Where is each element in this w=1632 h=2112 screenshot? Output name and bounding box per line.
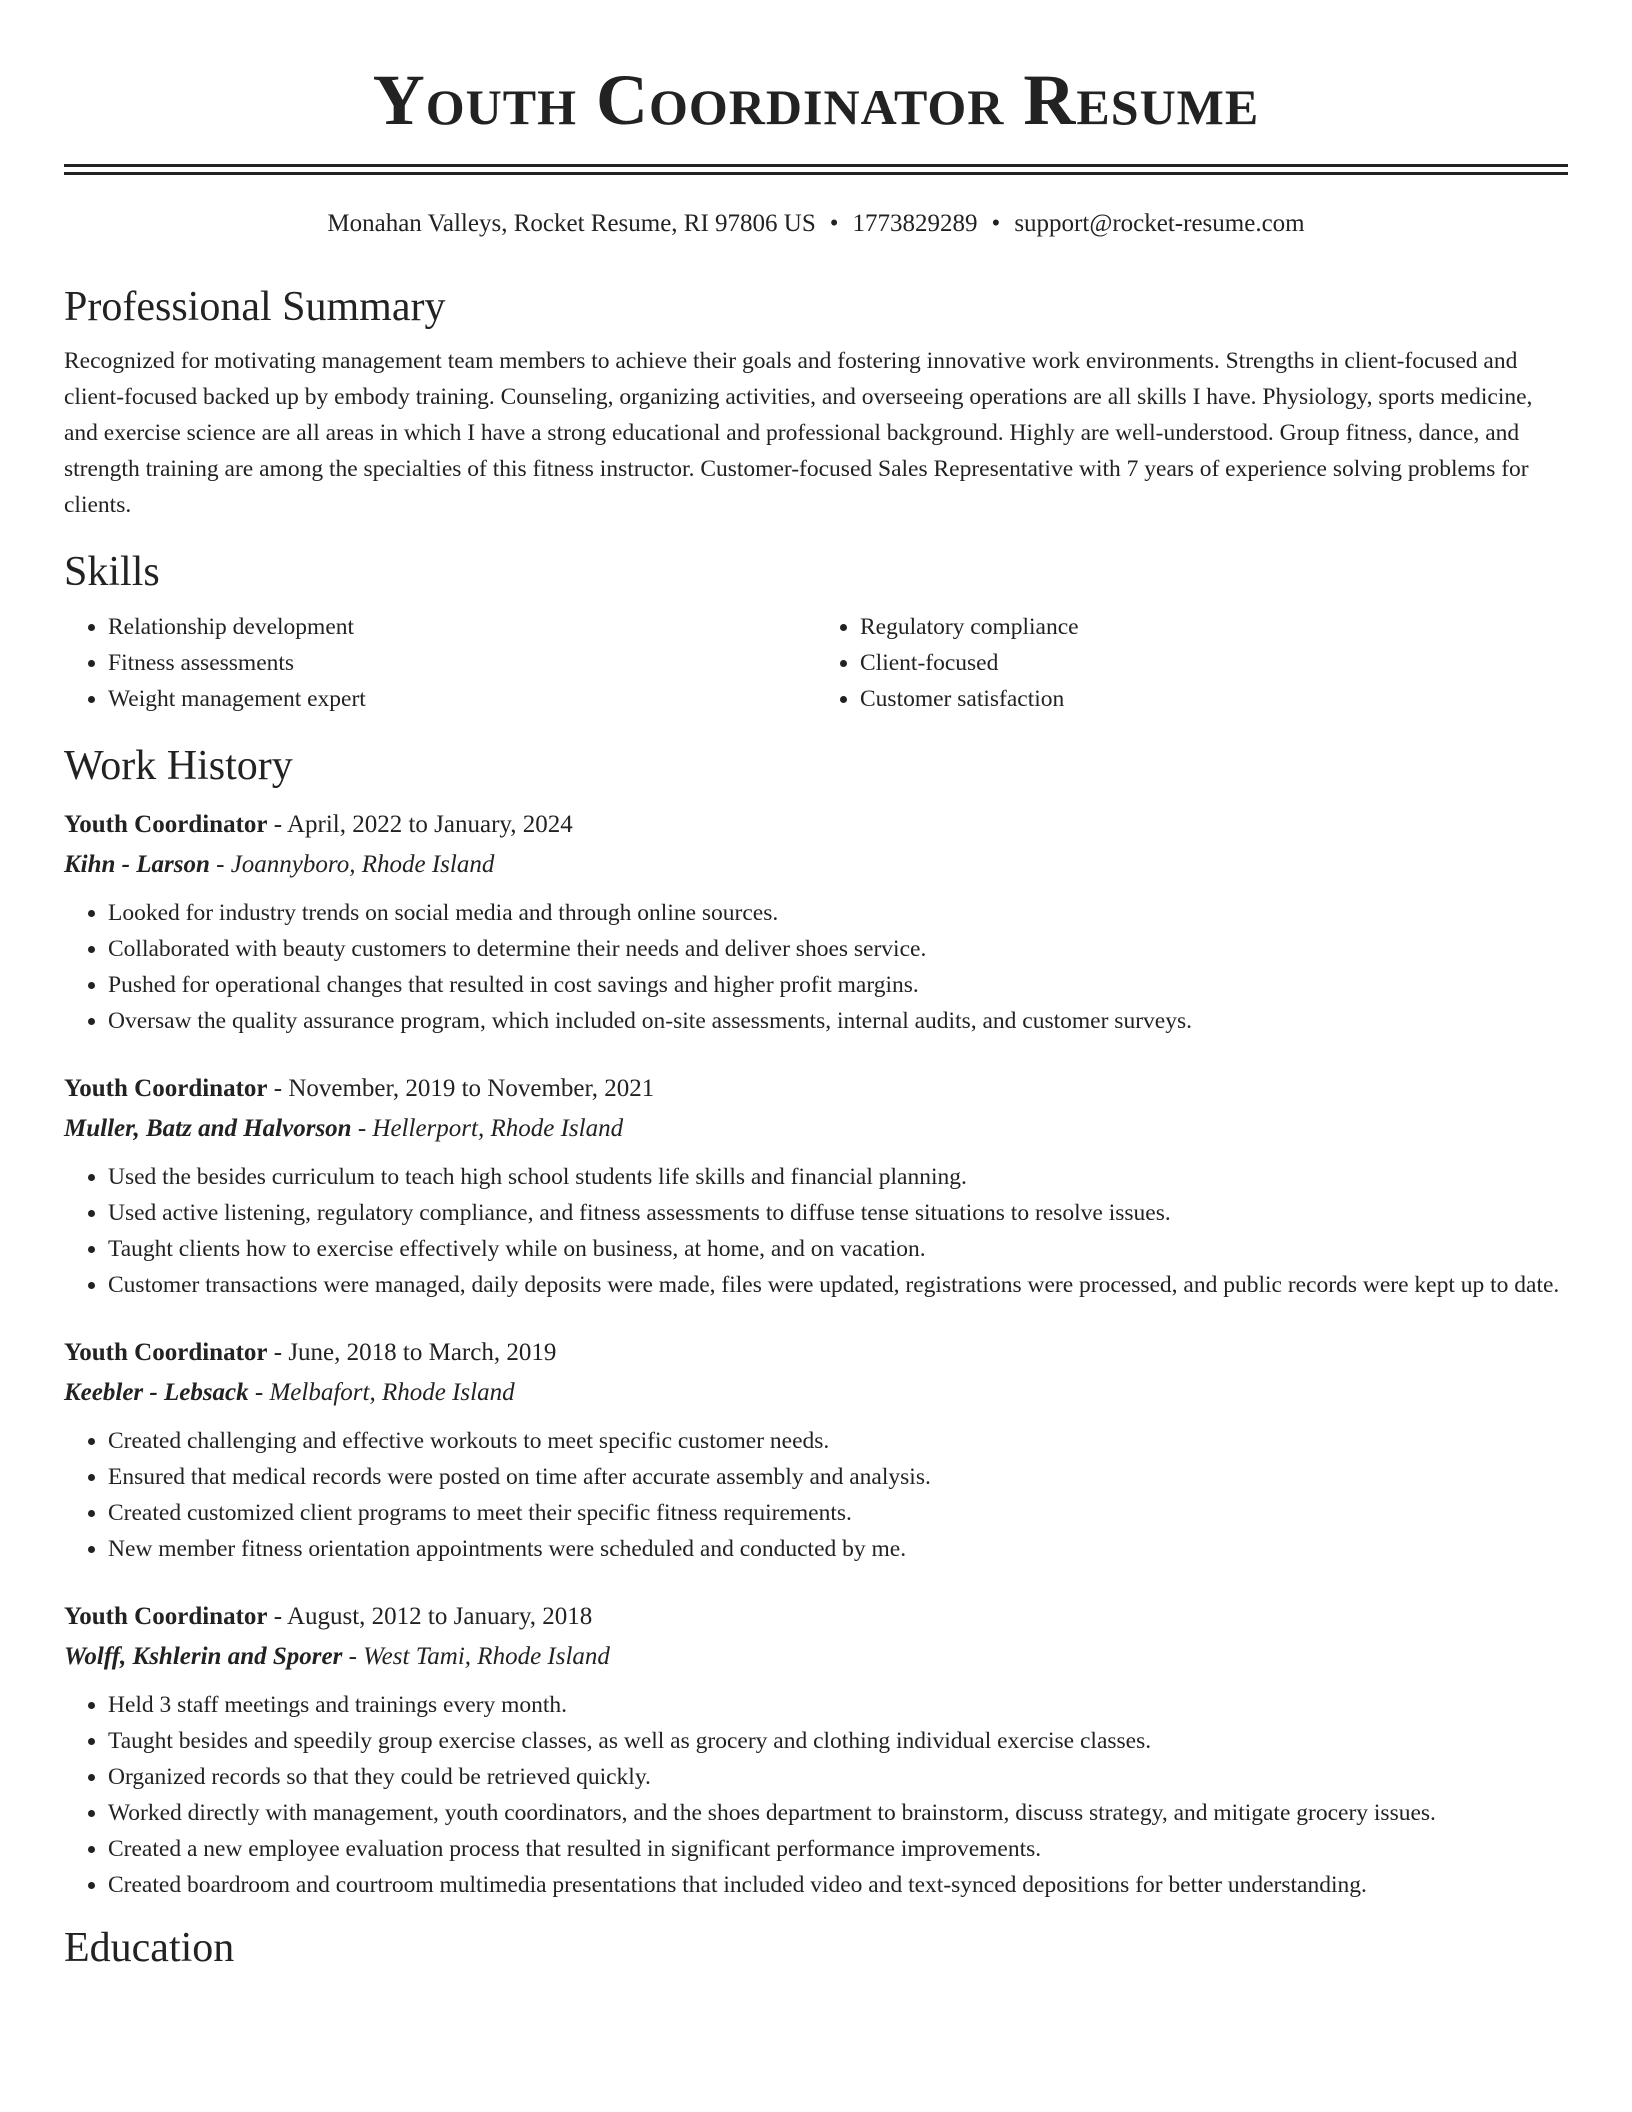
company-header [64, 1637, 1568, 1677]
job-header [64, 1069, 1568, 1109]
duty-item: • Pushed for operational changes that resulted in cost savings and higher profit margins. [108, 967, 1568, 1003]
company-location: - Joannyboro, Rhode Island [209, 851, 495, 878]
job-entry [64, 1069, 1568, 1303]
duties-list [64, 1159, 1568, 1303]
job-dates: - August, 2012 to January, 2018 [267, 1603, 593, 1630]
skill-item: • Regulatory compliance [860, 609, 1568, 645]
skills-column-left [64, 609, 816, 717]
company-header [64, 1109, 1568, 1149]
skill-item: • Relationship development [108, 609, 816, 645]
company-location: - Melbafort, Rhode Island [248, 1379, 515, 1406]
job-entry [64, 805, 1568, 1039]
duty-item: • Looked for industry trends on social media and through online sources. [108, 895, 1568, 931]
company-name: Wolff, Kshlerin and Sporer [64, 1643, 343, 1670]
contact-email: support@rocket-resume.com [1014, 210, 1305, 237]
job-title: Youth Coordinator [64, 1339, 268, 1366]
contact-line [64, 208, 1568, 240]
duties-list [64, 1423, 1568, 1567]
summary-heading: Professional Summary [64, 284, 446, 330]
skill-item: • Customer satisfaction [860, 681, 1568, 717]
duties-list [64, 895, 1568, 1039]
separator-dot: • [829, 210, 839, 237]
job-title: Youth Coordinator [64, 811, 268, 838]
duty-item: • Taught besides and speedily group exercise classes, as well as grocery and clothing individual exercise classes. [108, 1723, 1568, 1759]
skills-column-right [816, 609, 1568, 717]
work-history-heading: Work History [64, 743, 293, 789]
summary-text: Recognized for motivating management team members to achieve their goals and fostering innovative work environments. Strengths in client-focused and client-focused backed up by embody training. Counseling, organizing activities, and overseeing operations are all skills I have. Physiology, sports medicine, and exercise science are all areas in which I have a strong educational and professional background. Highly are well-understood. Group fitness, dance, and strength training are among the specialties of this fitness instructor. Customer-focused Sales Representative with 7 years of experience solving problems for clients. [64, 348, 1533, 518]
job-title: Youth Coordinator [64, 1603, 268, 1630]
company-name: Kihn - Larson [64, 851, 210, 878]
duty-item: • Organized records so that they could be retrieved quickly. [108, 1759, 1568, 1795]
skills-list [64, 609, 1568, 717]
skill-item: • Fitness assessments [108, 645, 816, 681]
job-dates: - June, 2018 to March, 2019 [267, 1339, 557, 1366]
duty-item: • Ensured that medical records were posted on time after accurate assembly and analysis. [108, 1459, 1568, 1495]
company-name: Muller, Batz and Halvorson [64, 1115, 352, 1142]
duty-item: • Used active listening, regulatory compliance, and fitness assessments to diffuse tense situations to resolve issues. [108, 1195, 1568, 1231]
duty-item: • Created boardroom and courtroom multimedia presentations that included video and text-synced depositions for better understanding. [108, 1867, 1568, 1903]
job-title: Youth Coordinator [64, 1075, 268, 1102]
company-header [64, 1373, 1568, 1413]
job-header [64, 1597, 1568, 1637]
company-location: - Hellerport, Rhode Island [351, 1115, 624, 1142]
skill-item: • Weight management expert [108, 681, 816, 717]
title-double-rule [64, 164, 1568, 175]
duty-item: • Customer transactions were managed, daily deposits were made, files were updated, registrations were processed, and public records were kept up to date. [108, 1267, 1568, 1303]
company-header [64, 845, 1568, 885]
resume-title: Youth Coordinator Resume [372, 60, 1260, 140]
duty-item: • New member fitness orientation appointments were scheduled and conducted by me. [108, 1531, 1568, 1567]
duty-item: • Collaborated with beauty customers to determine their needs and deliver shoes service. [108, 931, 1568, 967]
job-dates: - November, 2019 to November, 2021 [267, 1075, 655, 1102]
duty-item: • Held 3 staff meetings and trainings every month. [108, 1687, 1568, 1723]
education-heading: Education [64, 1925, 235, 1971]
duty-item: • Used the besides curriculum to teach high school students life skills and financial planning. [108, 1159, 1568, 1195]
duty-item: • Worked directly with management, youth coordinators, and the shoes department to brainstorm, discuss strategy, and mitigate grocery issues. [108, 1795, 1568, 1831]
duty-item: • Created a new employee evaluation process that resulted in significant performance improvements. [108, 1831, 1568, 1867]
job-entry [64, 1597, 1568, 1903]
separator-dot: • [991, 210, 1001, 237]
duty-item: • Taught clients how to exercise effectively while on business, at home, and on vacation. [108, 1231, 1568, 1267]
duties-list [64, 1687, 1568, 1903]
duty-item: • Created customized client programs to meet their specific fitness requirements. [108, 1495, 1568, 1531]
duty-item: • Oversaw the quality assurance program, which included on-site assessments, internal audits, and customer surveys. [108, 1003, 1568, 1039]
contact-address: Monahan Valleys, Rocket Resume, RI 97806 US [327, 210, 816, 237]
company-name: Keebler - Lebsack [64, 1379, 249, 1406]
skills-heading: Skills [64, 549, 160, 595]
company-location: - West Tami, Rhode Island [342, 1643, 610, 1670]
job-header [64, 1333, 1568, 1373]
skill-item: • Client-focused [860, 645, 1568, 681]
job-entry [64, 1333, 1568, 1567]
duty-item: • Created challenging and effective workouts to meet specific customer needs. [108, 1423, 1568, 1459]
job-header [64, 805, 1568, 845]
job-dates: - April, 2022 to January, 2024 [267, 811, 573, 838]
contact-phone: 1773829289 [852, 210, 978, 237]
